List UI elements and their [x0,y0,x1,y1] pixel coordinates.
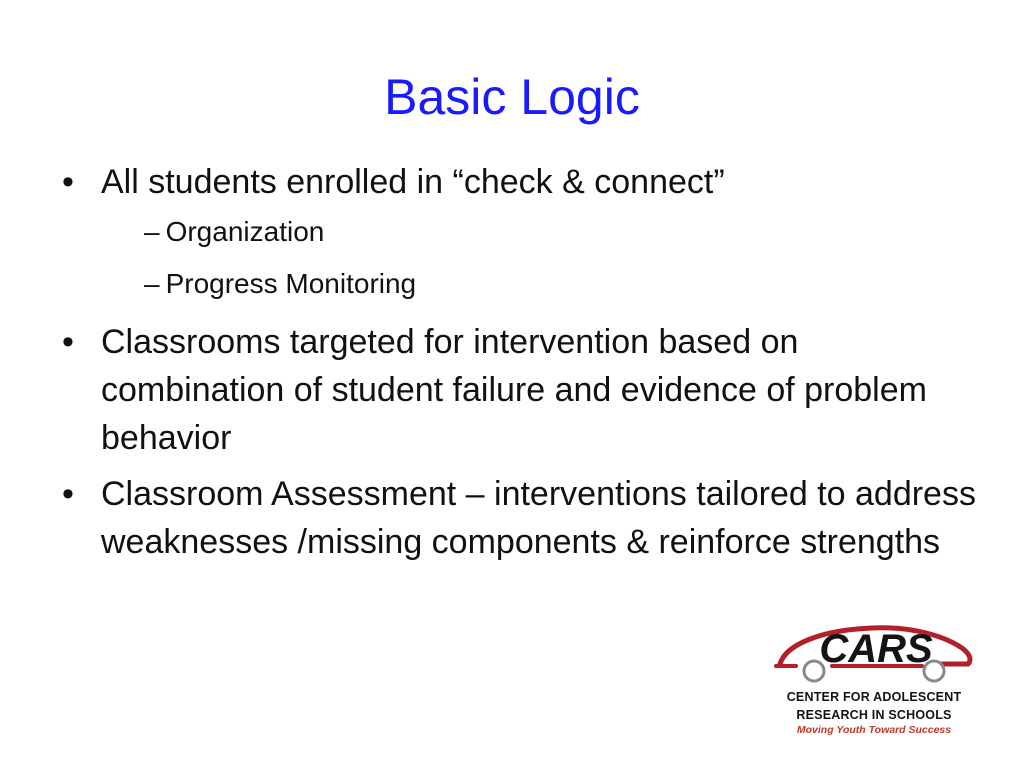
sub-bullet-item [62,206,982,258]
logo-line1: CENTER FOR ADOLESCENT [786,690,962,704]
car-outline-icon [762,614,986,694]
bullet-marker: • [62,323,74,361]
bullet-item [62,470,982,566]
bullet-text: All students enrolled in “check & connect” [101,163,725,201]
sub-bullet-text: Progress Monitoring [165,268,417,299]
dash-marker: – [144,268,160,299]
bullet-text: Classroom Assessment – interventions tailored to address weaknesses /missing components & reinforce strengths [101,475,976,561]
cars-logo [762,614,986,742]
logo-tagline: Moving Youth Toward Success [796,724,952,736]
slide-title: Basic Logic [384,69,640,125]
bullet-marker: • [62,163,74,201]
bullet-marker: • [62,475,74,513]
logo-line2: RESEARCH IN SCHOOLS [796,708,952,722]
dash-marker: – [144,216,160,247]
logo-acronym: CARS [819,627,933,671]
bullet-list [62,158,982,566]
sub-bullet-text: Organization [165,216,325,247]
bullet-item [62,158,982,206]
bullet-item [62,318,982,462]
sub-bullet-item [62,258,982,310]
bullet-text: Classrooms targeted for intervention based on combination of student failure and evidence of problem behavior [101,323,927,457]
